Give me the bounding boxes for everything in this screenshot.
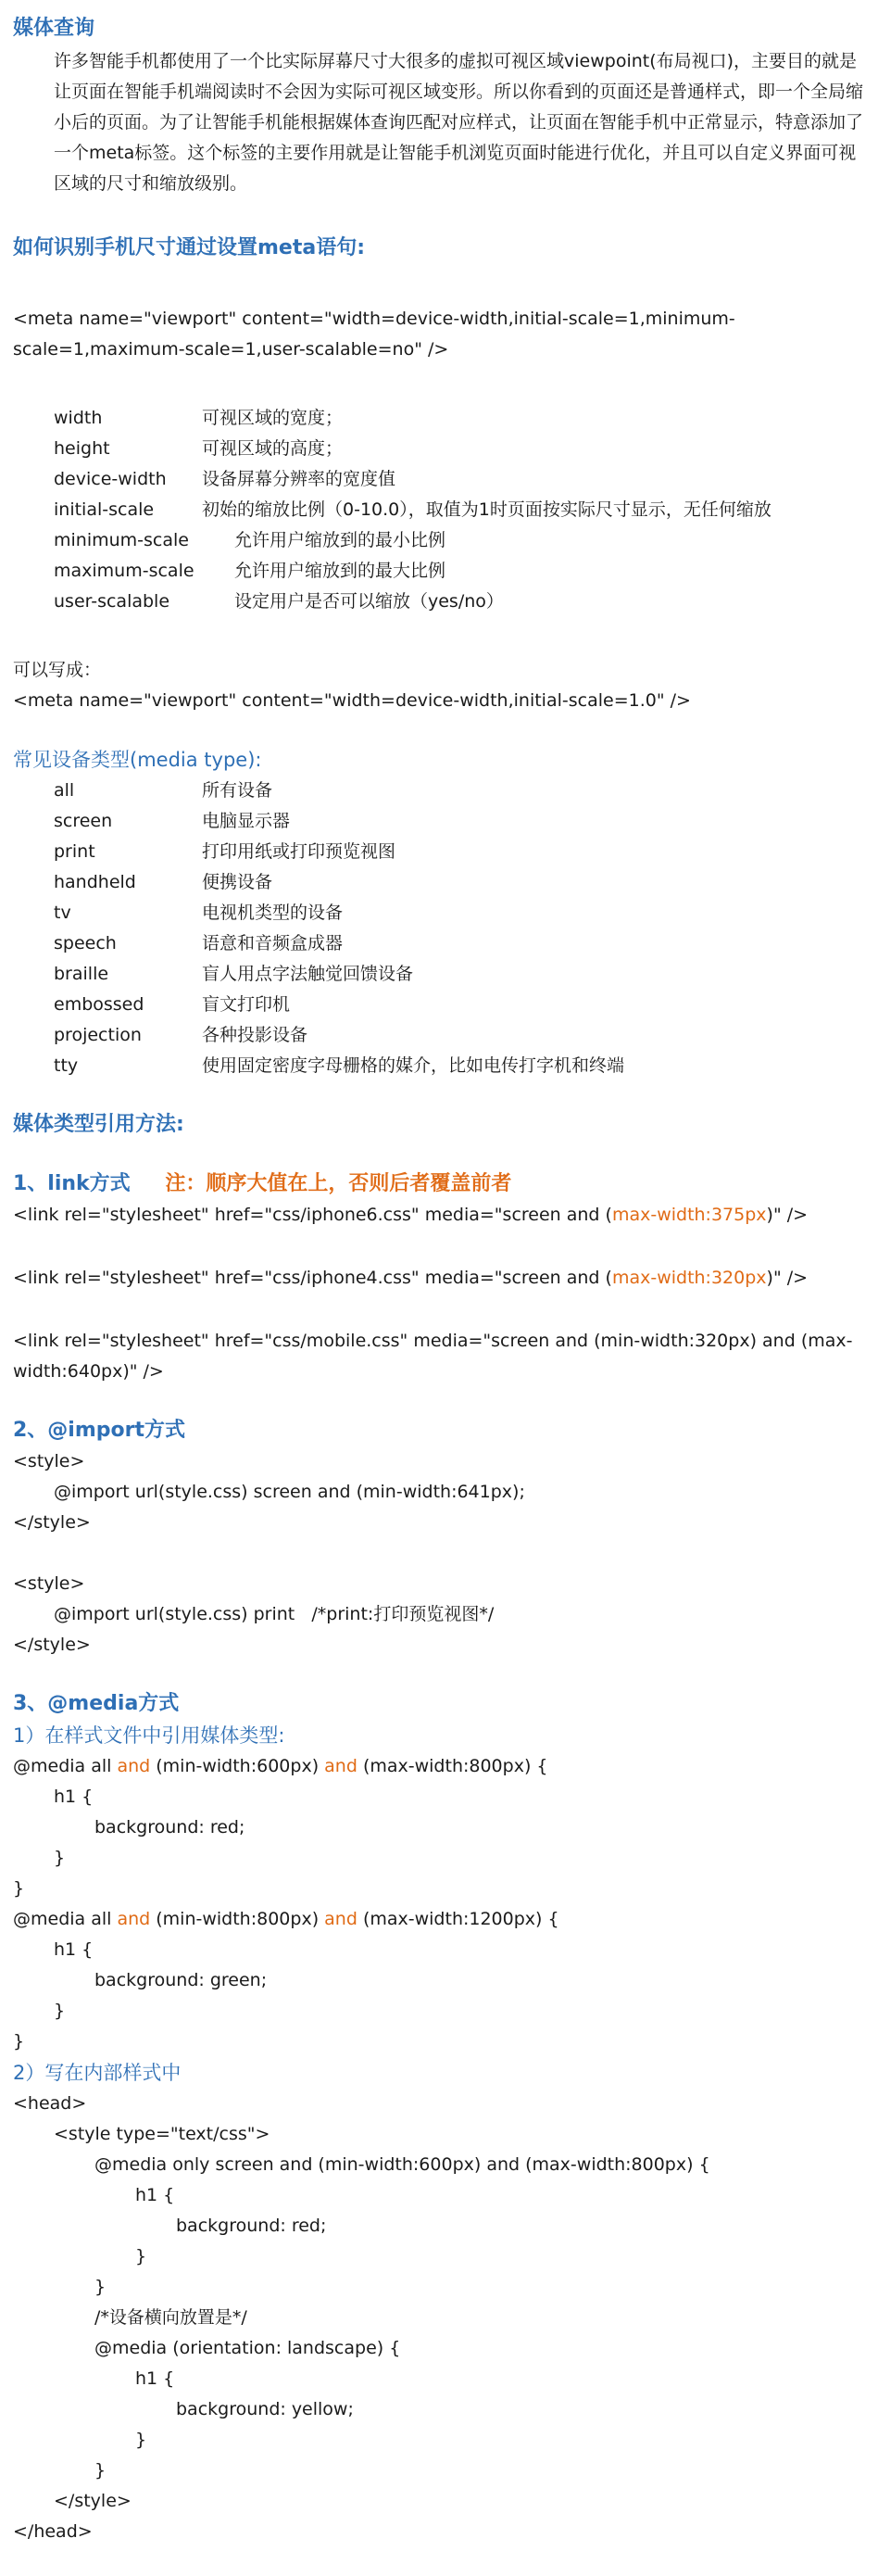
media-type-key: tty: [54, 1055, 79, 1076]
close-brace: }: [13, 2031, 25, 2052]
style-close-tag: </style>: [13, 1512, 91, 1533]
orientation-media-rule: @media (orientation: landscape) {: [94, 2338, 401, 2358]
import-code-screen: @import url(style.css) screen and (min-width:641px);: [54, 1482, 525, 1502]
prop-key: initial-scale: [54, 499, 155, 520]
prop-desc: 允许用户缩放到的最小比例: [234, 530, 446, 550]
media-type-desc: 电脑显示器: [202, 811, 291, 831]
prop-key: width: [54, 408, 103, 428]
bg-yellow-decl: background: yellow;: [176, 2399, 354, 2419]
method-media-title: 3、@media方式: [13, 1692, 180, 1715]
head-open-tag: <head>: [13, 2093, 87, 2114]
import-code-print: @import url(style.css) print /*print:打印预览视图*/: [54, 1604, 495, 1624]
prop-row: [13, 495, 865, 525]
close-brace: }: [13, 1878, 25, 1899]
media-type-key: tv: [54, 903, 71, 923]
bg-green-decl: background: green;: [94, 1970, 268, 1990]
head-close-tag: </head>: [13, 2521, 93, 2542]
prop-desc: 可视区域的高度；: [202, 438, 344, 459]
prop-row: [13, 587, 865, 617]
prop-key: maximum-scale: [54, 561, 194, 581]
sub-title-internal: 2）写在内部样式中: [13, 2062, 182, 2084]
alt-meta-code: <meta name="viewport" content="width=device-width,initial-scale=1.0" />: [13, 690, 691, 711]
media-type-row: [13, 1051, 865, 1081]
media-type-desc: 盲人用点字法触觉回馈设备: [202, 964, 414, 984]
h1-selector: h1 {: [54, 1787, 94, 1807]
inner-media-rule: @media only screen and (min-width:600px) and (max-width:800px) {: [94, 2154, 710, 2175]
h1-selector: h1 {: [135, 2185, 175, 2205]
prop-row: [13, 403, 865, 434]
document: [0, 13, 878, 2547]
prop-row: [13, 556, 865, 587]
close-brace: }: [94, 2460, 107, 2481]
media-type-row: [13, 806, 865, 837]
sub-title-stylesheet: 1）在样式文件中引用媒体类型:: [13, 1724, 285, 1747]
prop-key: device-width: [54, 469, 167, 489]
media-type-row: [13, 990, 865, 1020]
close-brace: }: [54, 1848, 66, 1868]
method-link-title: [13, 1168, 865, 1200]
media-type-key: projection: [54, 1025, 142, 1045]
prop-desc: 允许用户缩放到的最大比例: [234, 561, 446, 581]
media-type-key: speech: [54, 933, 117, 953]
bg-red-decl: background: red;: [94, 1817, 245, 1837]
media-type-row: [13, 867, 865, 898]
max-width-highlight: max-width:320px: [611, 1268, 767, 1288]
media-type-key: print: [54, 841, 95, 862]
media-type-desc: 盲文打印机: [202, 994, 291, 1015]
alt-label: 可以写成：: [13, 660, 102, 680]
style-open-tag: <style>: [13, 1451, 85, 1471]
media-rule-1: @media all and (min-width:600px) and (max-width:800px) {: [13, 1756, 548, 1776]
close-brace: }: [94, 2277, 107, 2297]
section-title-meta: 如何识别手机尺寸通过设置meta语句:: [13, 236, 366, 259]
prop-row: [13, 434, 865, 464]
max-width-highlight: max-width:375px: [611, 1205, 767, 1225]
link-code-iphone4: <link rel="stylesheet" href="css/iphone4.css" media="screen and (max-width:320px)" />: [13, 1268, 809, 1288]
method-link-label: 1、link方式: [13, 1172, 131, 1195]
prop-desc: 可视区域的宽度；: [202, 408, 344, 428]
media-type-desc: 便携设备: [202, 872, 273, 892]
style-close-tag: </style>: [13, 1635, 91, 1655]
section-title-reference-methods: 媒体类型引用方法:: [13, 1113, 184, 1136]
media-type-key: braille: [54, 964, 109, 984]
media-type-key: all: [54, 780, 75, 801]
media-type-row: [13, 928, 865, 959]
close-brace: }: [135, 2246, 147, 2267]
bg-red-decl: background: red;: [176, 2216, 327, 2236]
link-code-iphone6: <link rel="stylesheet" href="css/iphone6.css" media="screen and (max-width:375px)" />: [13, 1205, 809, 1225]
section-title-media-type: 常见设备类型(media type):: [13, 749, 262, 771]
media-type-desc: 打印用纸或打印预览视图: [202, 841, 396, 862]
landscape-comment: /*设备横向放置是*/: [94, 2307, 247, 2328]
style-close-tag: </style>: [54, 2491, 132, 2511]
media-type-desc: 电视机类型的设备: [202, 903, 344, 923]
prop-row: [13, 525, 865, 556]
prop-desc: 设定用户是否可以缩放（yes/no）: [234, 591, 504, 612]
media-type-key: embossed: [54, 994, 144, 1015]
prop-desc: 设备屏幕分辨率的宽度值: [202, 469, 396, 489]
prop-desc: 初始的缩放比例（0-10.0），取值为1时页面按实际尺寸显示，无任何缩放: [202, 499, 771, 520]
media-type-row: [13, 898, 865, 928]
h1-selector: h1 {: [135, 2368, 175, 2389]
intro-paragraph: 许多智能手机都使用了一个比实际屏幕尺寸大很多的虚拟可视区域viewpoint(布局视口)，主要目的就是让页面在智能手机端阅读时不会因为实际可视区域变形。所以你看到的页面还是普通样式，即一个全局缩小后的页面。为了让智能手机能根据媒体查询匹配对应样式，让页面在智能手机中正常显示，特意添加了一个meta标签。这个标签的主要作用就是让智能手机浏览页面时能进行优化，并且可以自定义界面可视区域的尺寸和缩放级别。: [54, 51, 864, 194]
h1-selector: h1 {: [54, 1939, 94, 1960]
media-type-list: [13, 776, 865, 1081]
method-import-title: 2、@import方式: [13, 1419, 186, 1442]
style-open-tag: <style>: [13, 1573, 85, 1594]
close-brace: }: [135, 2430, 147, 2450]
media-type-row: [13, 776, 865, 806]
meta-viewport-code: <meta name="viewport" content="width=device-width,initial-scale=1,minimum-scale=1,maximum-scale=1,user-scalable=no" />: [13, 309, 735, 360]
section-title-media-query: 媒体查询: [13, 17, 95, 40]
link-code-mobile: <link rel="stylesheet" href="css/mobile.css" media="screen and (min-width:320px) and (max-width:640px)" />: [13, 1331, 853, 1382]
close-brace: }: [54, 2001, 66, 2021]
prop-key: height: [54, 438, 110, 459]
media-type-row: [13, 959, 865, 990]
media-type-desc: 使用固定密度字母栅格的媒介，比如电传打字机和终端: [202, 1055, 625, 1076]
media-type-row: [13, 1020, 865, 1051]
prop-key: minimum-scale: [54, 530, 189, 550]
method-link-note: 注：顺序大值在上，否则后者覆盖前者: [165, 1172, 512, 1195]
media-type-desc: 语意和音频盒成器: [202, 933, 344, 953]
media-type-desc: 各种投影设备: [202, 1025, 308, 1045]
style-css-open-tag: <style type="text/css">: [54, 2124, 270, 2144]
media-rule-2: @media all and (min-width:800px) and (max-width:1200px) {: [13, 1909, 559, 1929]
media-type-row: [13, 837, 865, 867]
media-type-key: screen: [54, 811, 113, 831]
media-type-key: handheld: [54, 872, 136, 892]
meta-props-list: [13, 403, 865, 617]
media-type-desc: 所有设备: [202, 780, 273, 801]
prop-key: user-scalable: [54, 591, 170, 612]
prop-row: [13, 464, 865, 495]
